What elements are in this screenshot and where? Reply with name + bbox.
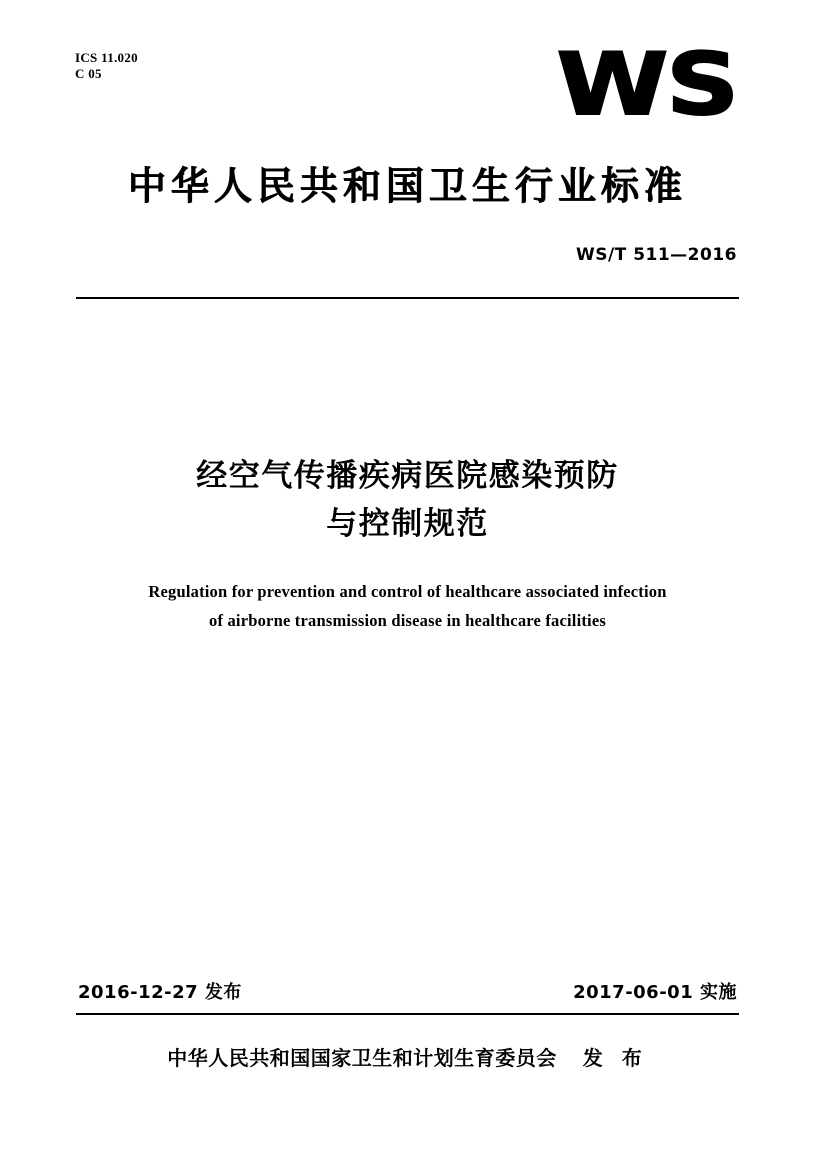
ics-classification-block (75, 50, 138, 83)
publication-dates (78, 978, 737, 1004)
document-title-english-line2: of airborne transmission disease in healthcare facilities (209, 610, 606, 630)
issuing-authority-name: 中华人民共和国国家卫生和计划生育委员会 (167, 1046, 557, 1070)
document-title-chinese-line2: 与控制规范 (326, 506, 489, 543)
document-title-chinese-line1: 经空气传播疾病医院感染预防 (196, 458, 619, 494)
issuing-authority (0, 1042, 815, 1071)
national-standard-heading: 中华人民共和国卫生行业标准 (127, 164, 687, 208)
ccs-code: C 05 (75, 66, 102, 82)
ics-number: ICS 11.020 (75, 50, 138, 65)
header-divider (76, 297, 739, 299)
footer-divider (76, 1013, 739, 1015)
document-title-english-line1: Regulation for prevention and control of healthcare associated infection (148, 582, 667, 601)
effective-date: 2017-06-01 实施 (573, 982, 737, 1003)
ws-logo: WS (556, 35, 737, 135)
standard-number: WS/T 511—2016 (575, 245, 737, 265)
issue-date: 2016-12-27 发布 (78, 982, 242, 1003)
issuing-authority-verb: 发 布 (582, 1046, 648, 1070)
document-title-english (100, 578, 715, 636)
document-title-chinese (0, 452, 815, 548)
